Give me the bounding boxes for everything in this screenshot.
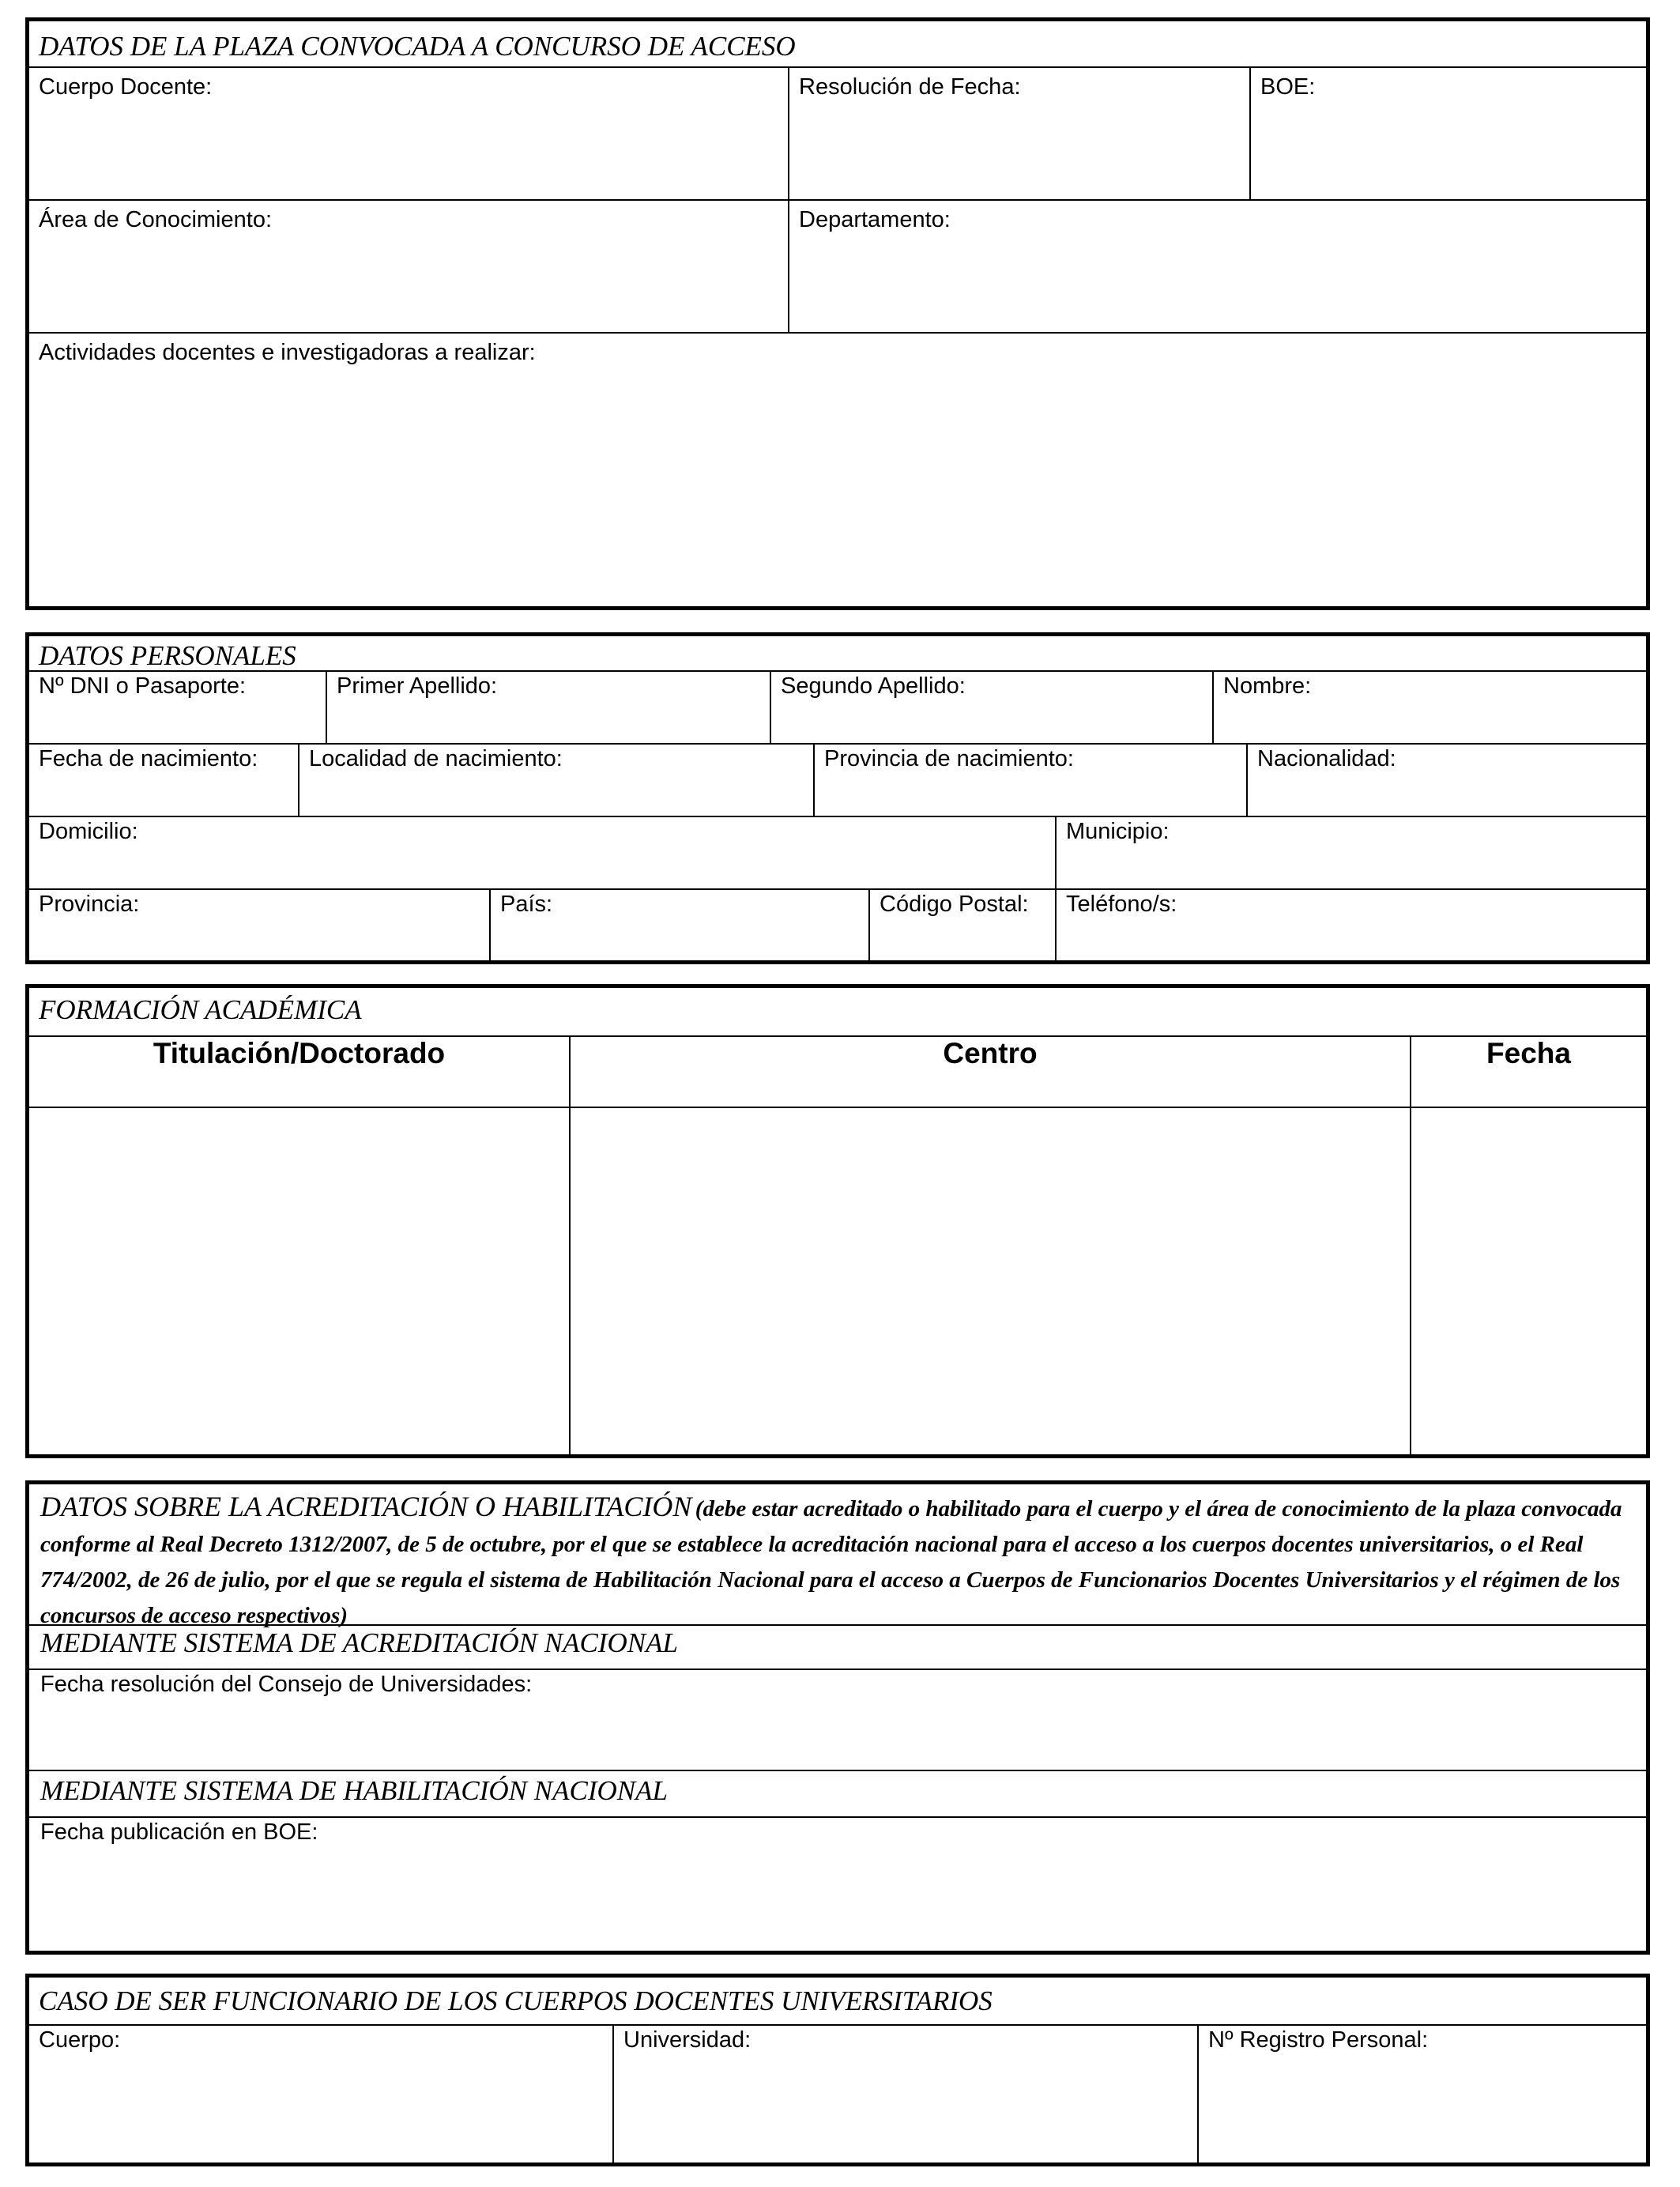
formacion-section <box>25 984 1650 1458</box>
acreditacion-header <box>40 1491 1635 1635</box>
cuerpo-label: Cuerpo: <box>39 2027 121 2053</box>
nacionalidad-label: Nacionalidad: <box>1257 746 1396 771</box>
acreditacion-section <box>25 1480 1650 1955</box>
area-conocimiento-field[interactable] <box>29 201 788 332</box>
provincia-nacimiento-label: Provincia de nacimiento: <box>824 746 1074 771</box>
segundo-apellido-label: Segundo Apellido: <box>781 673 966 699</box>
divider <box>29 1770 1646 1771</box>
funcionario-section <box>25 1974 1650 2166</box>
fecha-column-header: Fecha <box>1486 1037 1571 1069</box>
universidad-field[interactable] <box>614 2026 1197 2162</box>
divider <box>1246 743 1248 817</box>
formacion-header-row <box>29 1037 1646 1107</box>
formacion-section-title: FORMACIÓN ACADÉMICA <box>39 994 362 1025</box>
habilitacion-nacional-title: MEDIANTE SISTEMA DE HABILITACIÓN NACIONAL <box>40 1775 668 1806</box>
municipio-label: Municipio: <box>1066 819 1170 844</box>
domicilio-label: Domicilio: <box>39 819 138 844</box>
resolucion-fecha-label: Resolución de Fecha: <box>799 74 1021 100</box>
departamento-label: Departamento: <box>799 207 951 232</box>
universidad-label: Universidad: <box>623 2027 751 2053</box>
fecha-resolucion-field[interactable] <box>29 1670 1646 1770</box>
divider <box>1197 2024 1199 2162</box>
funcionario-section-title: CASO DE SER FUNCIONARIO DE LOS CUERPOS DOCENTES UNIVERSITARIOS <box>39 1985 993 2016</box>
centro-column-header: Centro <box>943 1037 1038 1069</box>
nombre-field[interactable] <box>1214 672 1646 743</box>
divider <box>813 743 815 817</box>
pais-field[interactable] <box>491 890 868 960</box>
primer-apellido-field[interactable] <box>327 672 770 743</box>
acreditacion-note: (debe estar acreditado o habilitado para el cuerpo y el área de conocimiento de la plaza convocada conforme al Real Decreto 1312/2007, de 5 de octubre, por el que se establece la acreditación nacional para el acceso a los cuerpos docentes universitarios, o el Real 774/2002, de 26 de julio, por el que se regula el sistema de Habilitación Nacional para el acceso a Cuerpos de Funcionarios Docentes Universitarios y el régimen de los concursos de acceso respectivos) <box>40 1496 1622 1628</box>
cuerpo-docente-field[interactable] <box>29 68 788 199</box>
divider <box>1410 1035 1411 1454</box>
centro-entry-field[interactable] <box>571 1108 1410 1454</box>
plaza-section <box>25 17 1650 610</box>
actividades-field[interactable] <box>29 334 1646 606</box>
divider <box>489 888 491 960</box>
divider <box>298 743 299 817</box>
fecha-publicacion-field[interactable] <box>29 1818 1646 1951</box>
localidad-nacimiento-label: Localidad de nacimiento: <box>309 746 563 771</box>
cuerpo-docente-label: Cuerpo Docente: <box>39 74 213 100</box>
nacionalidad-field[interactable] <box>1248 745 1646 816</box>
acreditacion-nacional-title: MEDIANTE SISTEMA DE ACREDITACIÓN NACIONAL <box>40 1627 678 1658</box>
fecha-resolucion-label: Fecha resolución del Consejo de Universidades: <box>40 1672 533 1697</box>
divider <box>1249 66 1251 201</box>
codigo-postal-label: Código Postal: <box>880 892 1029 917</box>
telefonos-label: Teléfono/s: <box>1066 892 1177 917</box>
dni-field[interactable] <box>29 672 326 743</box>
acreditacion-section-title: DATOS SOBRE LA ACREDITACIÓN O HABILITACIÓN <box>40 1491 692 1522</box>
fecha-publicacion-label: Fecha publicación en BOE: <box>40 1819 318 1845</box>
divider <box>326 670 327 745</box>
fecha-nacimiento-field[interactable] <box>29 745 298 816</box>
nombre-label: Nombre: <box>1223 673 1312 699</box>
localidad-nacimiento-field[interactable] <box>299 745 813 816</box>
personales-section <box>25 632 1650 964</box>
segundo-apellido-field[interactable] <box>771 672 1212 743</box>
departamento-field[interactable] <box>789 201 1646 332</box>
codigo-postal-field[interactable] <box>870 890 1055 960</box>
domicilio-field[interactable] <box>29 817 1055 888</box>
divider <box>1212 670 1214 745</box>
fecha-nacimiento-label: Fecha de nacimiento: <box>39 746 258 771</box>
cuerpo-field[interactable] <box>29 2026 612 2162</box>
municipio-field[interactable] <box>1057 817 1646 888</box>
fecha-entry-field[interactable] <box>1411 1108 1646 1454</box>
provincia-label: Provincia: <box>39 892 140 917</box>
resolucion-fecha-field[interactable] <box>789 68 1249 199</box>
divider <box>29 1624 1646 1626</box>
divider <box>569 1035 571 1454</box>
divider <box>770 670 771 745</box>
titulacion-entry-field[interactable] <box>29 1108 569 1454</box>
provincia-nacimiento-field[interactable] <box>815 745 1246 816</box>
boe-field[interactable] <box>1251 68 1646 199</box>
actividades-label: Actividades docentes e investigadoras a realizar: <box>39 340 536 365</box>
primer-apellido-label: Primer Apellido: <box>337 673 498 699</box>
telefonos-field[interactable] <box>1057 890 1646 960</box>
registro-personal-label: Nº Registro Personal: <box>1208 2027 1429 2053</box>
pais-label: País: <box>500 892 553 917</box>
personales-section-title: DATOS PERSONALES <box>39 640 296 671</box>
area-conocimiento-label: Área de Conocimiento: <box>39 207 272 232</box>
registro-personal-field[interactable] <box>1199 2026 1646 2162</box>
titulacion-column-header: Titulación/Doctorado <box>153 1037 446 1069</box>
divider <box>868 888 870 960</box>
provincia-field[interactable] <box>29 890 489 960</box>
dni-label: Nº DNI o Pasaporte: <box>39 673 247 699</box>
boe-label: BOE: <box>1260 74 1316 100</box>
divider <box>612 2024 614 2162</box>
plaza-section-title: DATOS DE LA PLAZA CONVOCADA A CONCURSO DE ACCESO <box>39 31 796 62</box>
